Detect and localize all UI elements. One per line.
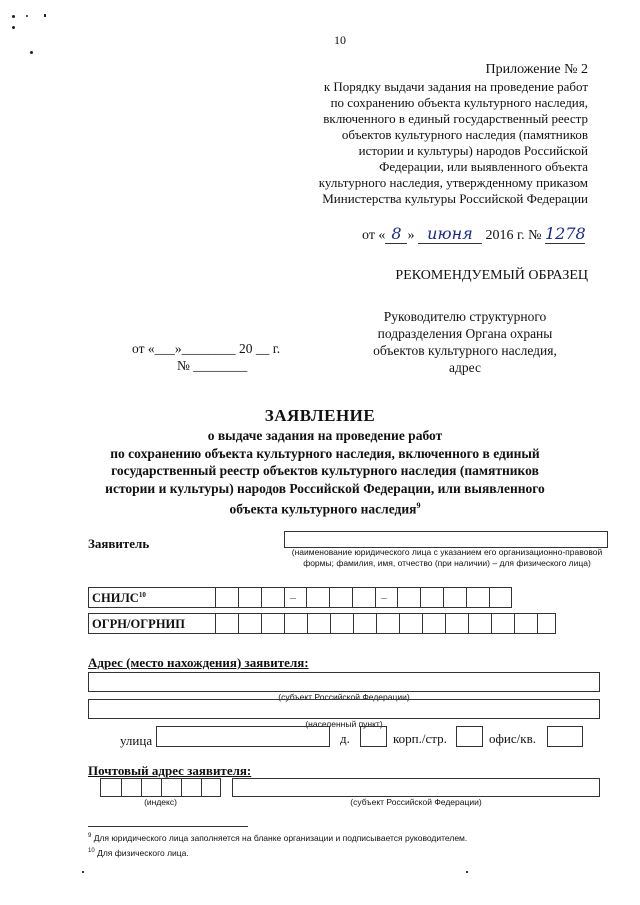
scan-mark	[12, 26, 15, 29]
snils-field[interactable]	[88, 587, 512, 608]
building-field[interactable]	[456, 726, 483, 747]
appendix-title: Приложение № 2	[485, 62, 588, 77]
footnote	[88, 845, 608, 859]
addressee-line: подразделения Органа охраны	[377, 326, 553, 341]
snils-label	[92, 591, 146, 606]
building-label: корп./стр.	[393, 731, 447, 746]
office-field[interactable]	[547, 726, 583, 747]
address-subject-field[interactable]	[88, 672, 600, 692]
number-line: № ________	[177, 358, 248, 373]
statement-line: о выдаче задания на проведение работ	[207, 428, 443, 443]
addressee-line: объектов культурного наследия,	[373, 343, 557, 358]
page-number: 10	[334, 33, 346, 47]
postal-index-hint: (индекс)	[144, 797, 177, 807]
address-locality-field[interactable]	[88, 699, 600, 719]
scan-mark	[82, 871, 84, 873]
footnote	[88, 830, 608, 844]
footnote-mark: 9	[88, 833, 92, 839]
address-locality-hint: (населенный пункт)	[305, 719, 383, 729]
footnote-ref-9: 9	[416, 501, 421, 510]
appendix-line: к Порядку выдачи задания на проведение работ	[323, 79, 588, 94]
statement-line: истории и культуры) народов Российской Федерации, или выявленного	[105, 480, 545, 496]
street-label: улица	[120, 733, 153, 748]
statement-line: по сохранению объекта культурного наследия, включенного в единый	[110, 445, 540, 461]
appendix-line: по сохранению объекта культурного наследия,	[330, 95, 588, 110]
footnote-text: Для физического лица.	[97, 847, 189, 858]
order-mid: »	[407, 228, 415, 243]
recommended-label: РЕКОМЕНДУЕМЫЙ ОБРАЗЕЦ	[395, 268, 588, 283]
order-date	[362, 224, 585, 244]
appendix-line: Министерства культуры Российской Федерации	[322, 191, 588, 206]
scan-mark	[12, 15, 15, 18]
order-prefix: от «	[362, 228, 386, 243]
scan-mark	[44, 14, 46, 17]
footnote-mark: 10	[88, 848, 95, 854]
appendix-line: объектов культурного наследия (памятников	[341, 127, 588, 142]
appendix-line: Федерации, или выявленного объекта	[379, 159, 588, 174]
statement-line: государственный реестр объектов культурного наследия (памятников	[111, 463, 539, 478]
date-line: от «___»________ 20 __ г.	[132, 341, 281, 356]
order-number: 1278	[544, 224, 586, 243]
postal-index-field[interactable]	[100, 778, 221, 797]
appendix-line: культурного наследия, утвержденному приказом	[318, 175, 588, 190]
house-label: д.	[340, 731, 350, 746]
addressee-line: Руководителю структурного	[383, 309, 547, 324]
statement-subtitle	[80, 427, 570, 518]
addressee-line: адрес	[449, 360, 481, 375]
footnote-ref-10: 10	[138, 591, 146, 599]
appendix-line: включенного в единый государственный реестр	[323, 111, 588, 126]
statement-title: ЗАЯВЛЕНИЕ	[264, 406, 376, 425]
applicant-name-field[interactable]	[284, 531, 608, 548]
snils-separator: –	[290, 590, 296, 604]
house-field[interactable]	[360, 726, 387, 747]
snils-separator: –	[381, 590, 387, 604]
appendix-block	[268, 60, 588, 207]
office-label: офис/кв.	[489, 731, 536, 746]
street-field[interactable]	[156, 726, 330, 747]
date-block	[132, 340, 280, 374]
footnote-text: Для юридического лица заполняется на бланке организации и подписывается руководителем.	[93, 832, 468, 843]
order-year: 2016 г. №	[485, 228, 542, 243]
ogrn-label: ОГРН/ОГРНИП	[92, 617, 185, 631]
addressee-block	[350, 308, 580, 376]
scan-mark	[26, 15, 28, 17]
ogrn-field[interactable]	[88, 613, 556, 634]
applicant-label: Заявитель	[88, 536, 150, 551]
scan-mark	[466, 871, 468, 873]
address-label: Адрес (место нахождения) заявителя:	[88, 655, 309, 670]
snils-label-text: СНИЛС	[92, 591, 139, 606]
scan-mark	[30, 51, 33, 54]
statement-last-line: объекта культурного наследия	[229, 501, 417, 517]
appendix-line: истории и культуры) народов Российской	[358, 143, 588, 158]
order-day: 8	[385, 224, 407, 244]
order-month: июня	[418, 224, 482, 244]
postal-label: Почтовый адрес заявителя:	[88, 763, 252, 778]
statement-line	[80, 497, 570, 518]
postal-subject-field[interactable]	[232, 778, 600, 797]
footnote-separator	[88, 826, 248, 827]
applicant-hint: (наименование юридического лица с указанием его организационно-правовой формы; фамилия, имя, отчество (при наличии) – для физического лица)	[291, 547, 603, 568]
postal-subject-hint: (субъект Российской Федерации)	[350, 797, 482, 807]
address-subject-hint: (субъект Российской Федерации)	[278, 692, 410, 702]
